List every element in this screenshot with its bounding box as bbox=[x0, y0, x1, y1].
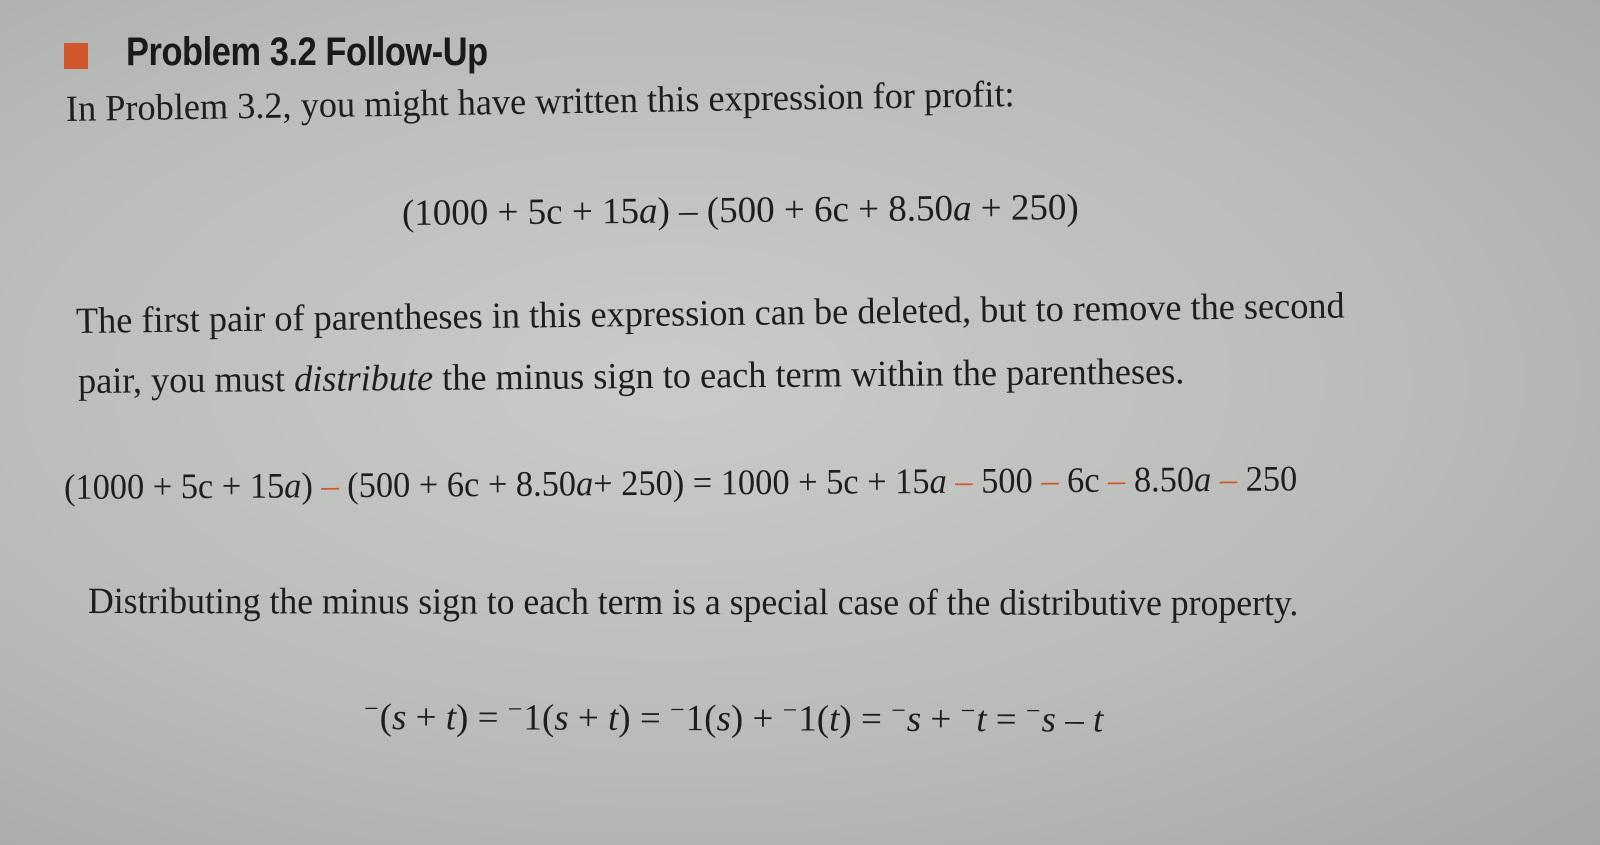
paragraph-line-1: The first pair of parentheses in this expression can be deleted, but to remove the second bbox=[75, 285, 1345, 342]
expr1-part: ) – (500 + 6c + 8.50 bbox=[657, 188, 954, 232]
var-t: t bbox=[829, 698, 840, 740]
distributive-identity bbox=[364, 696, 1103, 742]
section-heading bbox=[64, 30, 547, 75]
para2-emphasis: distribute bbox=[293, 357, 434, 401]
expr2-var-a: a bbox=[284, 465, 302, 506]
expr2-orange-minus: – bbox=[1099, 459, 1135, 500]
expr2-orange-minus: – bbox=[946, 460, 982, 501]
equals: = bbox=[986, 699, 1026, 741]
var-s: s bbox=[716, 698, 732, 740]
expr2-part: ) bbox=[301, 465, 313, 506]
expr2-orange-minus: – bbox=[312, 465, 348, 506]
distributing-text: Distributing the minus sign to each term is a special case of the distributive property. bbox=[87, 581, 1299, 625]
var-t: t bbox=[607, 697, 619, 739]
intro-text: In Problem 3.2, you might have written this expression for profit: bbox=[65, 74, 1015, 130]
expr2-term: 250 bbox=[1245, 458, 1298, 499]
var-s: s bbox=[906, 698, 922, 740]
expr1-var-a: a bbox=[638, 190, 658, 232]
paren: ) bbox=[455, 697, 469, 739]
var-s: s bbox=[391, 697, 407, 739]
paragraph-line-2 bbox=[78, 350, 1185, 403]
one: 1 bbox=[523, 697, 543, 739]
expr1-part: (1000 + 5c + 15 bbox=[401, 190, 640, 234]
plus: + bbox=[406, 697, 446, 739]
one-paren: 1( bbox=[798, 698, 830, 740]
expr2-orange-minus: – bbox=[1032, 459, 1068, 501]
var-t: t bbox=[445, 697, 457, 739]
expr2-part: (1000 + 5c + 15 bbox=[63, 465, 285, 507]
raised-minus: − bbox=[960, 696, 976, 726]
raised-minus: − bbox=[1025, 696, 1041, 726]
var-s: s bbox=[554, 697, 569, 739]
var-t: t bbox=[976, 699, 987, 741]
plus: + bbox=[921, 698, 961, 741]
distributed-expression bbox=[64, 457, 1297, 508]
profit-expression bbox=[402, 186, 1079, 235]
expr2-var-a: a bbox=[1193, 458, 1212, 500]
expr1-var-a: a bbox=[952, 188, 972, 230]
plus: + bbox=[743, 698, 783, 740]
expr2-term: 500 bbox=[980, 460, 1033, 501]
paren: ) bbox=[618, 697, 631, 739]
expr2-term: 8.50 bbox=[1133, 459, 1195, 500]
var-t: t bbox=[1092, 699, 1104, 741]
raised-minus: − bbox=[670, 695, 685, 725]
expr2-part: (500 + 6c + 8.50 bbox=[347, 463, 577, 506]
expr2-var-a: a bbox=[929, 460, 947, 501]
one-paren: 1( bbox=[685, 698, 717, 740]
raised-minus: − bbox=[782, 695, 798, 725]
paren: ( bbox=[379, 697, 393, 739]
plus: + bbox=[568, 697, 609, 739]
expr2-var-a: a bbox=[575, 463, 594, 504]
expr2-part: + 250) = 1000 + 5c + 15 bbox=[593, 460, 930, 504]
para2-start: pair, you must bbox=[77, 359, 295, 402]
expr1-part: + 250) bbox=[971, 187, 1079, 230]
expr2-orange-minus: – bbox=[1211, 458, 1246, 499]
paren: ) bbox=[730, 698, 744, 740]
expr2-term: 6c bbox=[1066, 459, 1100, 500]
raised-minus: − bbox=[363, 694, 379, 724]
equals: = bbox=[851, 698, 892, 740]
equals: = bbox=[630, 697, 671, 740]
minus: – bbox=[1055, 699, 1094, 741]
raised-minus: − bbox=[891, 695, 906, 725]
heading-title: Problem 3.2 Follow-Up bbox=[126, 30, 488, 74]
raised-minus: − bbox=[507, 694, 523, 724]
heading-square-icon bbox=[64, 43, 88, 69]
var-s: s bbox=[1041, 699, 1057, 741]
para2-end: the minus sign to each term within the parentheses. bbox=[432, 351, 1185, 399]
equals: = bbox=[468, 697, 508, 739]
paren: ) bbox=[839, 698, 852, 740]
paren: ( bbox=[541, 697, 555, 739]
